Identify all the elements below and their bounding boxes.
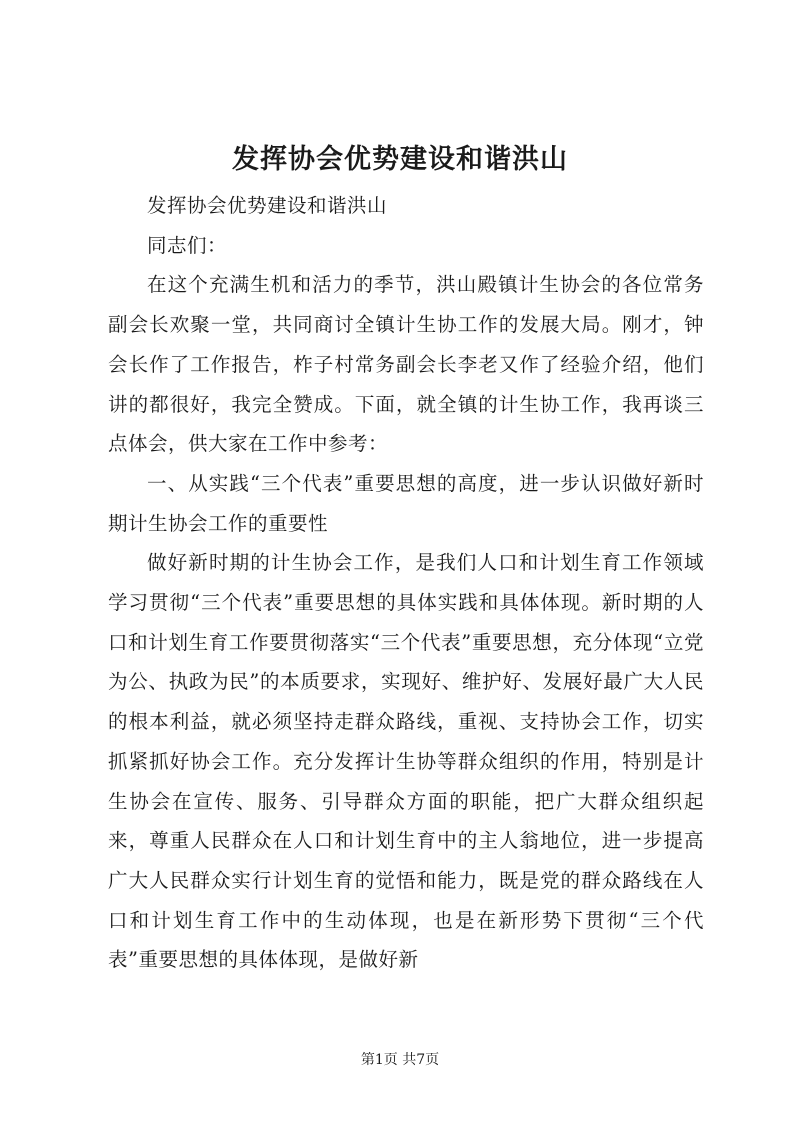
- paragraph-salutation: 同志们：: [147, 233, 228, 257]
- paragraph-section-body: 做好新时期的计生协会工作，是我们人口和计划生育工作领域学习贯彻“三个代表”重要思想的具体实践和具体体现。新时期的人口和计划生育工作要贯彻落实“三个代表”重要思想，充分体现“立党为公、执政为民”的本质要求，实现好、维护好、发展好最广大人民的根本利益，就必须坚持走群众路线，重视、支持协会工作，切实抓紧抓好协会工作。充分发挥计生协等群众组织的作用，特别是计生协会在宣传、服务、引导群众方面的职能，把广大群众组织起来，尊重人民群众在人口和计划生育中的主人翁地位，进一步提高广大人民群众实行计划生育的觉悟和能力，既是党的群众路线在人口和计划生育工作中的生动体现，也是在新形势下贯彻“三个代表”重要思想的具体体现，是做好新: [108, 551, 704, 972]
- paragraph-section-heading: 一、从实践“三个代表”重要思想的高度，进一步认识做好新时期计生协会工作的重要性: [108, 471, 704, 535]
- paragraph-subtitle: 发挥协会优势建设和谐洪山: [147, 194, 388, 217]
- document-title: 发挥协会优势建设和谐洪山: [232, 144, 568, 175]
- paragraph-intro: 在这个充满生机和活力的季节，洪山殿镇计生协会的各位常务副会长欢聚一堂，共同商讨全镇计生协工作的发展大局。刚才，钟会长作了工作报告，柞子村常务副会长李老又作了经验介绍，他们讲的都很好，我完全赞成。下面，就全镇的计生协工作，我再谈三点体会，供大家在工作中参考：: [108, 273, 704, 456]
- page-footer: 第1页 共7页: [360, 1052, 440, 1068]
- document-body: [108, 186, 704, 980]
